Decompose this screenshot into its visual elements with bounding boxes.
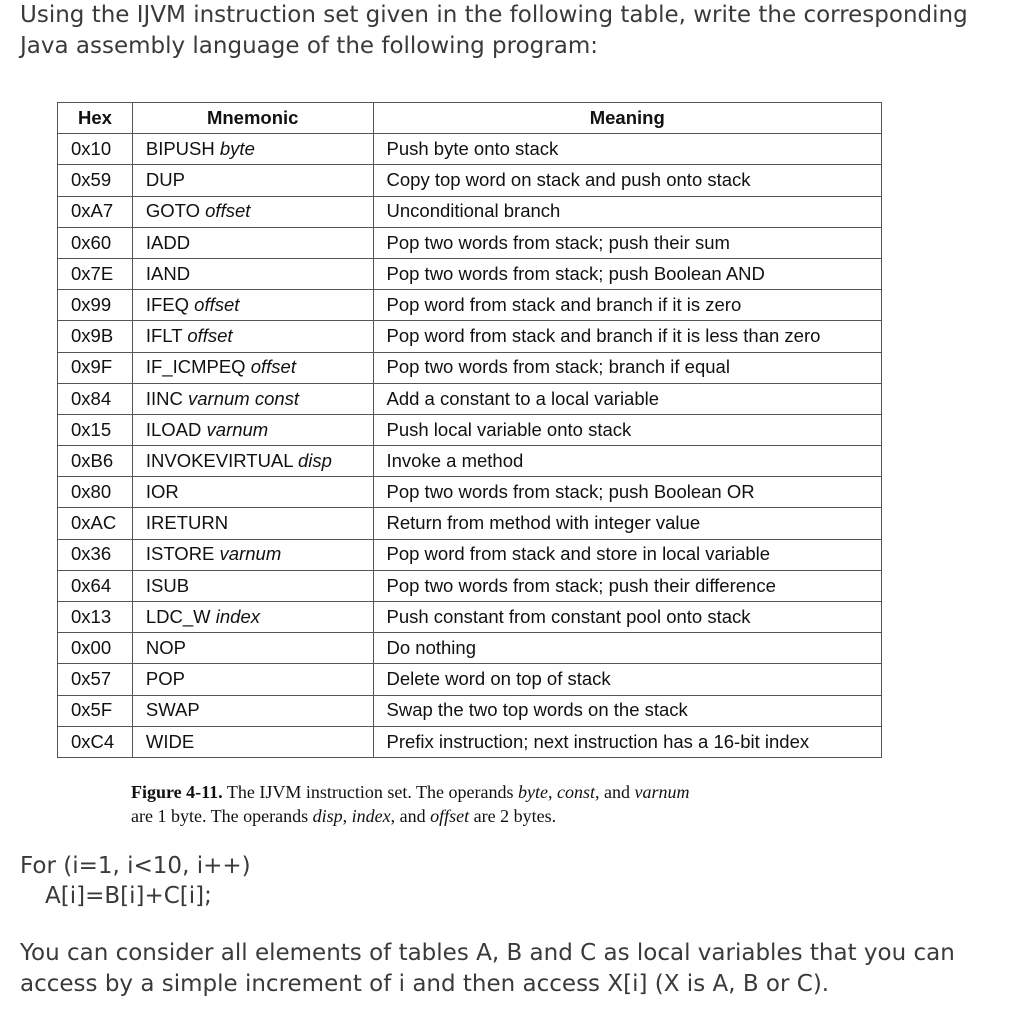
cell-hex: 0xA7 bbox=[58, 196, 133, 227]
caption-line-2 bbox=[131, 804, 851, 828]
cell-meaning: Pop two words from stack; push their difference bbox=[373, 570, 882, 601]
cell-hex: 0x84 bbox=[58, 383, 133, 414]
cell-mnemonic bbox=[132, 134, 373, 165]
cell-meaning: Pop word from stack and branch if it is zero bbox=[373, 290, 882, 321]
cell-mnemonic bbox=[132, 227, 373, 258]
mnemonic-operand: offset bbox=[187, 325, 233, 347]
mnemonic-name: IOR bbox=[145, 481, 179, 503]
mnemonic-name: BIPUSH bbox=[145, 138, 215, 160]
mnemonic-name: GOTO bbox=[145, 200, 200, 222]
mnemonic-name: ISTORE bbox=[145, 543, 215, 565]
table-row bbox=[58, 165, 882, 196]
mnemonic-name: SWAP bbox=[145, 699, 200, 721]
mnemonic-operand: byte bbox=[219, 138, 255, 160]
caption-operand-const: const bbox=[556, 782, 595, 802]
intro-line-2: Java assembly language of the following program: bbox=[20, 33, 598, 59]
cell-mnemonic bbox=[132, 414, 373, 445]
cell-mnemonic bbox=[132, 570, 373, 601]
mnemonic-operand: disp bbox=[298, 449, 332, 471]
table-row bbox=[58, 352, 882, 383]
table-row bbox=[58, 134, 882, 165]
program-line-1: For (i=1, i<10, i++) bbox=[20, 853, 251, 879]
cell-meaning: Push byte onto stack bbox=[373, 134, 882, 165]
cell-meaning: Pop two words from stack; push their sum bbox=[373, 227, 882, 258]
mnemonic-operand: varnum bbox=[206, 418, 269, 440]
mnemonic-operand: offset bbox=[205, 200, 251, 222]
question-note bbox=[20, 938, 995, 1000]
cell-meaning: Pop two words from stack; push Boolean OR bbox=[373, 477, 882, 508]
cell-meaning: Unconditional branch bbox=[373, 196, 882, 227]
cell-hex: 0x10 bbox=[58, 134, 133, 165]
cell-mnemonic bbox=[132, 383, 373, 414]
caption-operand-byte: byte bbox=[517, 782, 548, 802]
table-row bbox=[58, 633, 882, 664]
mnemonic-operand: varnum bbox=[219, 543, 282, 565]
mnemonic-operand: varnum const bbox=[188, 387, 300, 409]
table-row bbox=[58, 570, 882, 601]
cell-hex: 0x9F bbox=[58, 352, 133, 383]
cell-mnemonic bbox=[132, 446, 373, 477]
caption-text-5: , bbox=[342, 806, 352, 826]
cell-hex: 0x57 bbox=[58, 664, 133, 695]
caption-text-7: are 2 bytes. bbox=[469, 806, 557, 826]
cell-hex: 0x13 bbox=[58, 602, 133, 633]
ijvm-instruction-table bbox=[57, 102, 882, 758]
header-meaning: Meaning bbox=[373, 103, 882, 134]
table-row bbox=[58, 664, 882, 695]
table-row bbox=[58, 446, 882, 477]
mnemonic-name: IAND bbox=[145, 262, 191, 284]
mnemonic-name: IF_ICMPEQ bbox=[145, 356, 246, 378]
table-row bbox=[58, 695, 882, 726]
caption-text-4: are 1 byte. The operands bbox=[131, 806, 313, 826]
cell-hex: 0x64 bbox=[58, 570, 133, 601]
cell-hex: 0x5F bbox=[58, 695, 133, 726]
cell-mnemonic bbox=[132, 165, 373, 196]
mnemonic-name: POP bbox=[145, 668, 185, 690]
table-header-row bbox=[58, 103, 882, 134]
figure-caption bbox=[131, 780, 851, 828]
cell-meaning: Push local variable onto stack bbox=[373, 414, 882, 445]
caption-text-2: , bbox=[547, 782, 557, 802]
cell-hex: 0x36 bbox=[58, 539, 133, 570]
cell-meaning: Push constant from constant pool onto stack bbox=[373, 602, 882, 633]
cell-meaning: Pop two words from stack; push Boolean AND bbox=[373, 258, 882, 289]
cell-mnemonic bbox=[132, 196, 373, 227]
table-row bbox=[58, 477, 882, 508]
header-mnemonic: Mnemonic bbox=[132, 103, 373, 134]
cell-meaning: Invoke a method bbox=[373, 446, 882, 477]
mnemonic-operand: offset bbox=[250, 356, 296, 378]
intro-line-1: Using the IJVM instruction set given in the following table, write the corresponding bbox=[20, 2, 968, 28]
mnemonic-name: ISUB bbox=[145, 574, 190, 596]
question-intro bbox=[20, 0, 995, 62]
cell-hex: 0xAC bbox=[58, 508, 133, 539]
mnemonic-name: INVOKEVIRTUAL bbox=[145, 449, 293, 471]
cell-mnemonic bbox=[132, 602, 373, 633]
table-row bbox=[58, 383, 882, 414]
caption-operand-offset: offset bbox=[430, 806, 470, 826]
cell-meaning: Pop two words from stack; branch if equal bbox=[373, 352, 882, 383]
mnemonic-name: LDC_W bbox=[145, 605, 211, 627]
mnemonic-name: NOP bbox=[145, 637, 186, 659]
cell-meaning: Return from method with integer value bbox=[373, 508, 882, 539]
cell-meaning: Pop word from stack and branch if it is less than zero bbox=[373, 321, 882, 352]
caption-line-1 bbox=[131, 780, 851, 804]
table-row bbox=[58, 258, 882, 289]
note-line-1: You can consider all elements of tables A, B and C as local variables that you can bbox=[20, 940, 955, 966]
cell-meaning: Swap the two top words on the stack bbox=[373, 695, 882, 726]
caption-text-1: The IJVM instruction set. The operands bbox=[222, 782, 518, 802]
caption-label: Figure 4-11. bbox=[131, 782, 223, 802]
mnemonic-name: WIDE bbox=[145, 730, 195, 752]
cell-mnemonic bbox=[132, 633, 373, 664]
caption-operand-disp: disp bbox=[312, 806, 343, 826]
program-line-2: A[i]=B[i]+C[i]; bbox=[45, 883, 212, 909]
cell-hex: 0x80 bbox=[58, 477, 133, 508]
cell-hex: 0xC4 bbox=[58, 726, 133, 757]
cell-meaning: Do nothing bbox=[373, 633, 882, 664]
table-row bbox=[58, 414, 882, 445]
cell-meaning: Delete word on top of stack bbox=[373, 664, 882, 695]
mnemonic-name: IFEQ bbox=[145, 293, 190, 315]
cell-hex: 0xB6 bbox=[58, 446, 133, 477]
cell-mnemonic bbox=[132, 508, 373, 539]
mnemonic-name: IRETURN bbox=[145, 512, 229, 534]
cell-meaning: Prefix instruction; next instruction has a 16-bit index bbox=[373, 726, 882, 757]
cell-hex: 0x7E bbox=[58, 258, 133, 289]
cell-mnemonic bbox=[132, 695, 373, 726]
table-row bbox=[58, 539, 882, 570]
table-body bbox=[58, 134, 882, 758]
table-row bbox=[58, 227, 882, 258]
cell-mnemonic bbox=[132, 321, 373, 352]
mnemonic-name: IFLT bbox=[145, 325, 183, 347]
cell-mnemonic bbox=[132, 477, 373, 508]
caption-text-3: , and bbox=[594, 782, 635, 802]
caption-text-6: , and bbox=[390, 806, 431, 826]
mnemonic-name: DUP bbox=[145, 169, 185, 191]
cell-hex: 0x15 bbox=[58, 414, 133, 445]
header-hex: Hex bbox=[58, 103, 133, 134]
table-row bbox=[58, 290, 882, 321]
table-row bbox=[58, 508, 882, 539]
cell-hex: 0x00 bbox=[58, 633, 133, 664]
cell-mnemonic bbox=[132, 664, 373, 695]
cell-hex: 0x60 bbox=[58, 227, 133, 258]
cell-mnemonic bbox=[132, 258, 373, 289]
caption-operand-varnum: varnum bbox=[634, 782, 690, 802]
cell-mnemonic bbox=[132, 290, 373, 321]
table-row bbox=[58, 321, 882, 352]
table-row bbox=[58, 602, 882, 633]
cell-meaning: Add a constant to a local variable bbox=[373, 383, 882, 414]
cell-hex: 0x99 bbox=[58, 290, 133, 321]
cell-hex: 0x9B bbox=[58, 321, 133, 352]
mnemonic-operand: offset bbox=[194, 293, 240, 315]
cell-mnemonic bbox=[132, 539, 373, 570]
mnemonic-name: IINC bbox=[145, 387, 183, 409]
caption-operand-index: index bbox=[351, 806, 391, 826]
mnemonic-name: ILOAD bbox=[145, 418, 202, 440]
table-row bbox=[58, 726, 882, 757]
mnemonic-operand: index bbox=[215, 605, 260, 627]
table-row bbox=[58, 196, 882, 227]
cell-hex: 0x59 bbox=[58, 165, 133, 196]
note-line-2: access by a simple increment of i and then access X[i] (X is A, B or C). bbox=[20, 971, 830, 997]
mnemonic-name: IADD bbox=[145, 231, 191, 253]
cell-meaning: Pop word from stack and store in local variable bbox=[373, 539, 882, 570]
program-code bbox=[20, 851, 251, 911]
cell-mnemonic bbox=[132, 726, 373, 757]
cell-meaning: Copy top word on stack and push onto stack bbox=[373, 165, 882, 196]
cell-mnemonic bbox=[132, 352, 373, 383]
